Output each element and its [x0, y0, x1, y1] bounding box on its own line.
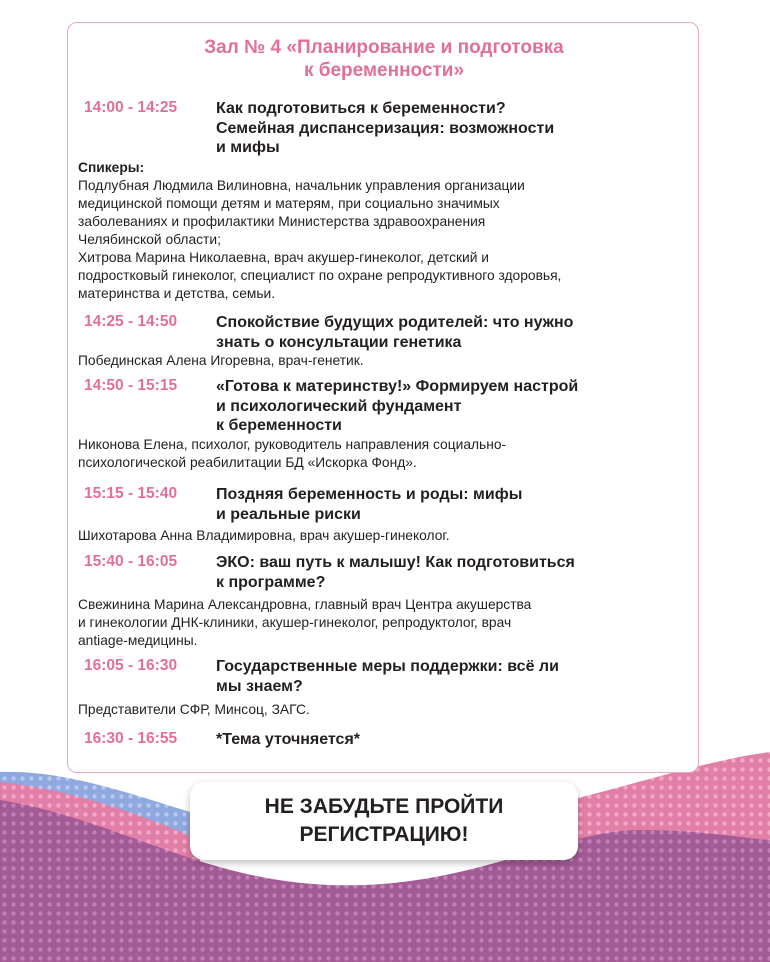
session-speakers: Никонова Елена, психолог, руководитель направления социально- психологической реабилитации БД «Искорка Фонд». [78, 437, 507, 470]
session-title: Спокойствие будущих родителей: что нужно знать о консультации генетика [216, 314, 574, 351]
hall-title [68, 36, 700, 82]
session-speakers: Свежинина Марина Александровна, главный врач Центра акушерства и гинекологии ДНК-клиники, акушер-гинеколог, репродуктолог, врач antiage-медицины. [78, 597, 532, 648]
registration-line2: РЕГИСТРАЦИЮ! [299, 823, 469, 846]
session-title: Как подготовиться к беременности? Семейная диспансеризация: возможности и мифы [216, 100, 555, 156]
session-title: ЭКО: ваш путь к малышу! Как подготовиться к программе? [216, 554, 575, 591]
registration-reminder-button[interactable] [190, 782, 578, 860]
session-time: 16:05 - 16:30 [84, 657, 178, 674]
session-time: 15:40 - 16:05 [84, 553, 178, 570]
session-time: 14:25 - 14:50 [84, 313, 178, 330]
session-speakers: Побединская Алена Игоревна, врач-генетик. [78, 353, 364, 368]
session-time: 15:15 - 15:40 [84, 485, 178, 502]
session-time: 14:00 - 14:25 [84, 99, 178, 116]
schedule-card [67, 22, 699, 773]
session-speakers: Спикеры: Подлубная Людмила Вилиновна, начальник управления организации медицинской помощи детям и матерям, при социально значимых заболеваниях и профилактики Министерства здравоохранения Челябинской области; Хитрова Марина Николаевна, врач акушер-гинеколог, детский и подростковый гинеколог, специалист по охране репродуктивного здоровья, материнства и детства, семьи. [78, 160, 562, 301]
speakers-label: Спикеры: [78, 160, 145, 175]
hall-title-line1: Зал № 4 «Планирование и подготовка [204, 37, 564, 58]
registration-line1: НЕ ЗАБУДЬТЕ ПРОЙТИ [264, 795, 504, 818]
session-time: 16:30 - 16:55 [84, 730, 178, 747]
session-title: Государственные меры поддержки: всё ли мы знаем? [216, 658, 559, 695]
session-speakers: Шихотарова Анна Владимировна, врач акушер-гинеколог. [78, 528, 450, 543]
session-title: Поздняя беременность и роды: мифы и реальные риски [216, 486, 523, 523]
session-speakers: Представители СФР, Минсоц, ЗАГС. [78, 702, 310, 717]
session-title: *Тема уточняется* [216, 731, 361, 748]
session-title: «Готова к материнству!» Формируем настрой и психологический фундамент к беременности [216, 378, 579, 434]
session-time: 14:50 - 15:15 [84, 377, 178, 394]
hall-title-line2: к беременности» [303, 60, 465, 81]
